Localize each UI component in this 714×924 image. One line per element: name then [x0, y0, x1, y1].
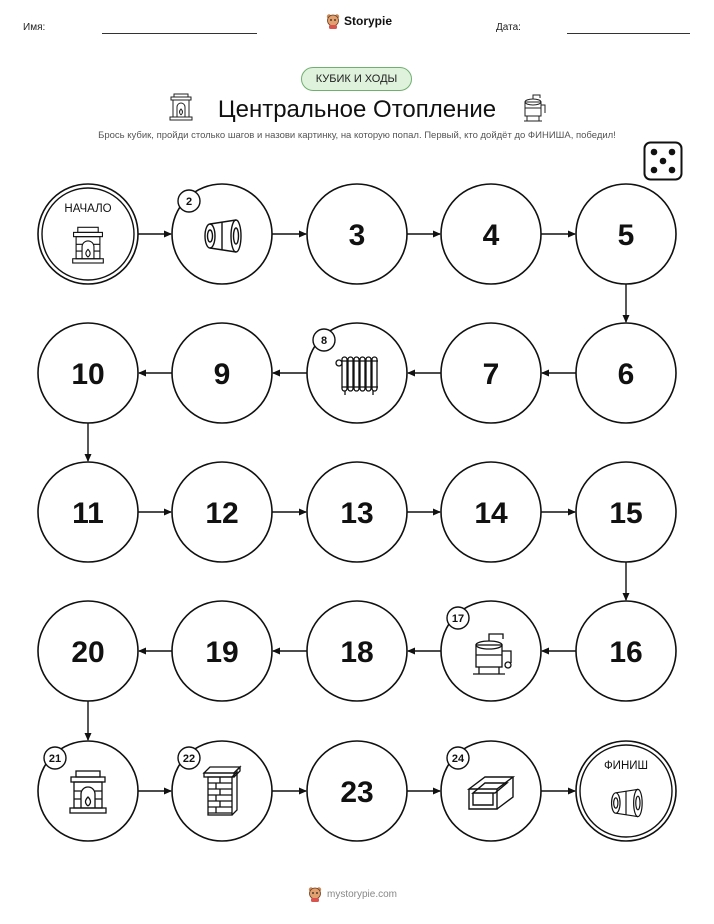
board-cell-24[interactable] [441, 741, 541, 841]
board-cell-11[interactable] [38, 462, 138, 562]
cell-number: 20 [71, 636, 105, 669]
board-cell-22[interactable] [172, 741, 272, 841]
cell-number: 8 [320, 335, 328, 347]
cell-number: 6 [617, 358, 635, 391]
footer-url: mystorypie.com [327, 888, 398, 900]
board-cell-4[interactable] [441, 184, 541, 284]
board-cell-21[interactable] [38, 741, 138, 841]
cell-number: 16 [609, 636, 643, 669]
board-cell-17[interactable] [441, 601, 541, 701]
cell-number: 7 [482, 358, 500, 391]
cell-number: 24 [451, 753, 465, 765]
board-cell-8[interactable] [307, 323, 407, 423]
cell-number: 21 [48, 753, 62, 765]
board-cell-19[interactable] [172, 601, 272, 701]
cell-number: 23 [340, 776, 374, 809]
cell-number: 11 [72, 497, 104, 530]
board-cell-16[interactable] [576, 601, 676, 701]
cell-number: 10 [71, 358, 105, 391]
cell-circle [38, 184, 138, 284]
start-label: НАЧАЛО [64, 203, 112, 215]
cell-number: 9 [213, 358, 231, 391]
date-label: Дата: [496, 22, 521, 33]
board-cell-20[interactable] [38, 601, 138, 701]
board-cell-7[interactable] [441, 323, 541, 423]
board-cell-3[interactable] [307, 184, 407, 284]
board-cell-1[interactable] [38, 184, 138, 284]
cell-number: 5 [617, 219, 635, 252]
board-cell-15[interactable] [576, 462, 676, 562]
cell-number: 3 [348, 219, 366, 252]
cell-number: 12 [205, 497, 239, 530]
instructions-text: Брось кубик, пройди столько шагов и назови картинку, на которую попал. Первый, кто дойдёт до ФИНИША, победил! [98, 130, 616, 141]
cell-number: 2 [185, 196, 193, 208]
board-cell-18[interactable] [307, 601, 407, 701]
cell-number: 13 [340, 497, 374, 530]
cell-number: 19 [205, 636, 239, 669]
footer [308, 886, 397, 902]
cell-number: 4 [482, 219, 500, 252]
board-cell-10[interactable] [38, 323, 138, 423]
board-cell-9[interactable] [172, 323, 272, 423]
board-cell-13[interactable] [307, 462, 407, 562]
board-cell-23[interactable] [307, 741, 407, 841]
board-cell-25[interactable] [576, 741, 676, 841]
brand-name: Storypie [344, 14, 393, 28]
cell-number: 14 [474, 497, 508, 530]
cell-number: 22 [182, 753, 196, 765]
board-cell-5[interactable] [576, 184, 676, 284]
board-cell-12[interactable] [172, 462, 272, 562]
finish-label: ФИНИШ [603, 760, 649, 772]
name-label: Имя: [23, 22, 46, 33]
page-title: Центральное Отопление [217, 96, 497, 123]
mascot-icon [308, 886, 322, 902]
cell-number: 18 [340, 636, 374, 669]
game-type-badge: КУБИК И ХОДЫ [301, 67, 412, 91]
cell-number: 17 [451, 613, 465, 625]
cell-number: 15 [609, 497, 643, 530]
board-cell-6[interactable] [576, 323, 676, 423]
board-cell-14[interactable] [441, 462, 541, 562]
board-cell-2[interactable] [172, 184, 272, 284]
